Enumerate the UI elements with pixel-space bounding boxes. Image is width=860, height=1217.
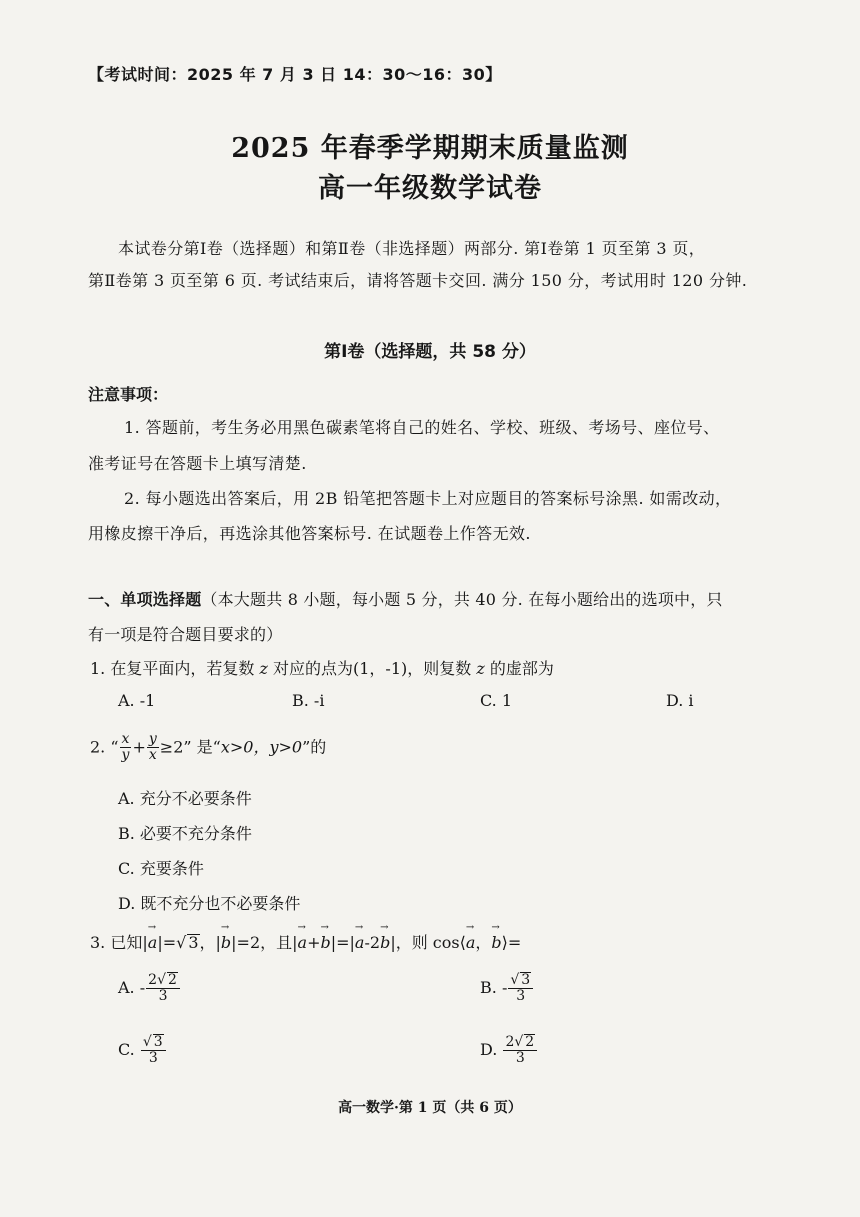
q3-number: 3. bbox=[90, 933, 106, 952]
q2-frac2-num: y bbox=[148, 731, 157, 747]
q3-option-c-root: 3 bbox=[153, 1034, 163, 1050]
q2-frac1-den: y bbox=[121, 747, 130, 764]
q3-minus2: -2 bbox=[364, 933, 381, 952]
notice-2-line2: 用橡皮擦干净后，再选涂其他答案标号. 在试题卷上作答无效. bbox=[88, 524, 531, 543]
q1-text-b: 对应的点为(1，-1)，则复数 bbox=[273, 659, 472, 678]
q2-option-b: B. 必要不充分条件 bbox=[118, 824, 252, 843]
question-1 bbox=[90, 656, 554, 679]
q1-option-b: B. -i bbox=[292, 691, 325, 710]
q3-option-b-sign: - bbox=[501, 977, 508, 997]
q3-close: ⟩= bbox=[501, 933, 522, 952]
q3-vector-a4: → a bbox=[466, 933, 476, 952]
q3-option-a-sign: - bbox=[139, 977, 146, 997]
intro-line1: 本试卷分第Ⅰ卷（选择题）和第Ⅱ卷（非选择题）两部分. 第Ⅰ卷第 1 页至第 3 页， bbox=[118, 239, 706, 258]
q3-option-b-den: 3 bbox=[516, 988, 526, 1005]
q3-vector-b4: → b bbox=[491, 933, 501, 952]
q2-option-c: C. 充要条件 bbox=[118, 859, 204, 878]
q2-cond: x>0，y>0 bbox=[220, 737, 303, 757]
q3-option-d-coef: 2 bbox=[505, 1034, 515, 1050]
q3-option-a bbox=[118, 972, 181, 1005]
q3-option-c bbox=[118, 1034, 167, 1067]
exam-title-line2: 高一年级数学试卷 bbox=[318, 173, 542, 204]
notice-heading: 注意事项： bbox=[88, 385, 169, 404]
q3-option-c-den: 3 bbox=[148, 1050, 158, 1067]
q2-option-a: A. 充分不必要条件 bbox=[118, 789, 252, 808]
q2-ge: ≥2” bbox=[159, 737, 192, 757]
q3-option-c-frac: $\frac{√ 3}{3}$ bbox=[141, 1034, 166, 1067]
q1-option-d: D. i bbox=[666, 691, 694, 710]
q3-option-d-root: 2 bbox=[525, 1034, 535, 1050]
q2-frac1-num: x bbox=[120, 732, 132, 748]
q1-text-a: 在复平面内，若复数 bbox=[110, 659, 255, 678]
q3-option-b bbox=[480, 972, 534, 1005]
exam-title-line1: 2025 年春季学期期末质量监测 bbox=[231, 133, 629, 164]
q3-vector-b2: → b bbox=[320, 933, 330, 952]
exam-time: 【考试时间：2025 年 7 月 3 日 14：30～16：30】 bbox=[88, 65, 502, 84]
q3-option-a-coef: 2 bbox=[148, 972, 158, 988]
q3-vector-a: → a bbox=[148, 933, 158, 952]
q3-option-b-label: B. bbox=[480, 977, 497, 997]
q3-vector-b3: → b bbox=[380, 933, 390, 952]
q1-option-a: A. -1 bbox=[118, 691, 156, 710]
q2-frac2 bbox=[147, 732, 159, 764]
part1-desc-line2: 有一项是符合题目要求的） bbox=[88, 625, 283, 644]
q1-option-c: C. 1 bbox=[480, 691, 513, 710]
q2-open-quote: “ bbox=[110, 737, 119, 757]
q3-vector-a3: → a bbox=[355, 933, 365, 952]
q3-text-a: 已知 bbox=[110, 933, 143, 952]
q2-frac1 bbox=[120, 732, 132, 764]
q3-option-d-frac: $\frac{2√ 2}{3}$ bbox=[503, 1034, 537, 1067]
q1-text-c: 的虚部为 bbox=[489, 659, 554, 678]
q3-option-a-label: A. bbox=[118, 977, 135, 997]
q3-vector-b: → b bbox=[221, 933, 231, 952]
section1-heading: 第Ⅰ卷（选择题，共 58 分） bbox=[324, 342, 536, 362]
q2-plus: + bbox=[132, 737, 146, 757]
notice-2-line1: 2. 每小题选出答案后，用 2B 铅笔把答题卡上对应题目的答案标号涂黑. 如需改动， bbox=[124, 489, 732, 508]
q3-option-d-label: D. bbox=[480, 1039, 498, 1059]
q3-option-a-frac: $\frac{2√ 2}{3}$ bbox=[146, 972, 180, 1005]
notice-1-line1: 1. 答题前，考生务必用黑色碳素笔将自己的姓名、学校、班级、考场号、座位号、 bbox=[124, 418, 720, 437]
q3-option-b-root: 3 bbox=[521, 972, 531, 988]
q2-number: 2. bbox=[90, 737, 106, 757]
q3-option-d-den: 3 bbox=[515, 1050, 525, 1067]
q3-root3: 3 bbox=[188, 933, 199, 952]
q3-vector-a2: → a bbox=[298, 933, 308, 952]
q3-eq3: |，则 cos⟨ bbox=[390, 933, 466, 952]
q3-option-d bbox=[480, 1034, 538, 1067]
q2-frac2-den: x bbox=[148, 747, 157, 764]
part1-title: 一、单项选择题 bbox=[88, 590, 202, 609]
q3-plus: + bbox=[307, 933, 321, 952]
notice-1-line2: 准考证号在答题卡上填写清楚. bbox=[88, 454, 307, 473]
q3-eq1: |= bbox=[157, 933, 177, 952]
q3-option-c-label: C. bbox=[118, 1039, 135, 1059]
q2-tail: ”的 bbox=[302, 737, 327, 757]
q3-option-a-den: 3 bbox=[158, 988, 168, 1005]
q2-mid: 是“ bbox=[196, 737, 221, 757]
q1-var-z: z bbox=[259, 659, 268, 678]
q1-number: 1. bbox=[90, 659, 106, 678]
part1-heading bbox=[88, 587, 723, 610]
q3-option-b-frac: $\frac{√ 3}{3}$ bbox=[508, 972, 533, 1005]
question-2 bbox=[90, 732, 326, 764]
q2-option-d: D. 既不充分也不必要条件 bbox=[118, 894, 301, 913]
intro-line2: 第Ⅱ卷第 3 页至第 6 页. 考试结束后，请将答题卡交回. 满分 150 分，考试用时 120 分钟. bbox=[88, 271, 748, 290]
q3-option-a-root: 2 bbox=[167, 972, 177, 988]
q1-var-z2: z bbox=[476, 659, 485, 678]
part1-desc-line1: （本大题共 8 小题，每小题 5 分，共 40 分. 在每小题给出的选项中，只 bbox=[201, 590, 723, 609]
q3-eq2: |=2，且 bbox=[231, 933, 293, 952]
question-3: 3. 已知|→ a|=√ 3，|→ b|=2，且|→ a+→ b|=|→ a-2→ b|，则 cos⟨→ a，→ b⟩= bbox=[90, 930, 521, 953]
page-footer: 高一数学·第 1 页（共 6 页） bbox=[338, 1100, 522, 1116]
